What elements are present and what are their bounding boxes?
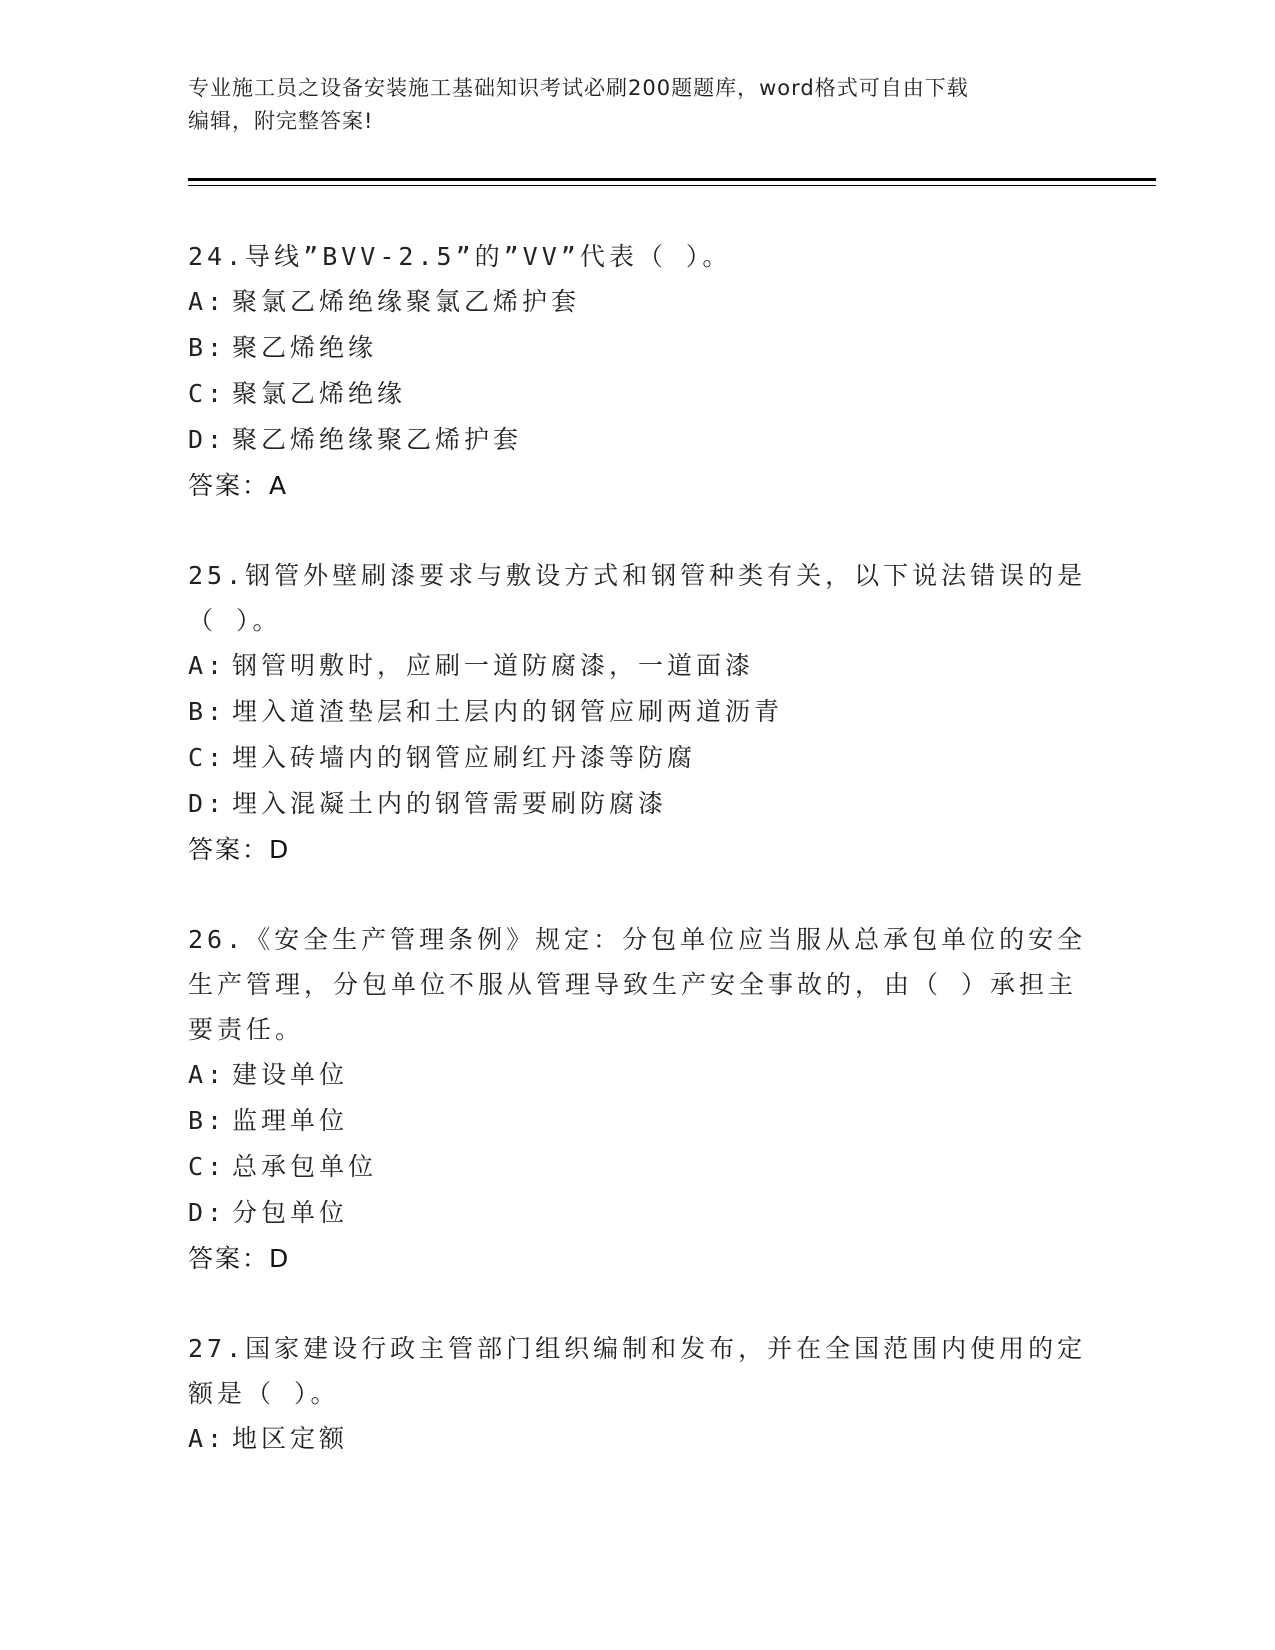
- option-letter: D:: [188, 425, 227, 454]
- question-27: [188, 1326, 1088, 1462]
- option-letter: A:: [188, 1424, 227, 1453]
- document-header: [188, 72, 1078, 138]
- option-b: [188, 689, 1088, 735]
- answer-line: 答案：D: [188, 835, 291, 864]
- header-line-2: 编辑，附完整答案!: [188, 109, 374, 133]
- option-letter: D:: [188, 1198, 227, 1227]
- option-a: [188, 1052, 1088, 1098]
- option-text: 聚氯乙烯绝缘聚氯乙烯护套: [232, 287, 581, 316]
- answer-line: 答案：D: [188, 1244, 291, 1273]
- option-text: 聚氯乙烯绝缘: [232, 379, 407, 408]
- question-24: [188, 234, 1088, 509]
- option-letter: B:: [188, 333, 227, 362]
- option-b: [188, 1098, 1088, 1144]
- header-line-1: 专业施工员之设备安装施工基础知识考试必刷200题题库，word格式可自由下载: [188, 76, 969, 100]
- option-letter: A:: [188, 1060, 227, 1089]
- option-letter: A:: [188, 651, 227, 680]
- option-letter: B:: [188, 697, 227, 726]
- option-text: 聚乙烯绝缘聚乙烯护套: [232, 425, 523, 454]
- option-c: [188, 735, 1088, 781]
- option-text: 聚乙烯绝缘: [232, 333, 378, 362]
- header-divider-thick: [188, 178, 1156, 181]
- option-letter: D:: [188, 789, 227, 818]
- option-text: 埋入砖墙内的钢管应刷红丹漆等防腐: [232, 743, 697, 772]
- option-letter: C:: [188, 379, 227, 408]
- option-d: [188, 1190, 1088, 1236]
- answer-line: 答案：A: [188, 471, 289, 500]
- option-a: [188, 643, 1088, 689]
- question-26: [188, 917, 1088, 1282]
- question-text: 24.导线”BVV-2.5”的”VV”代表（ ）。: [188, 242, 732, 271]
- question-25: [188, 553, 1088, 873]
- option-text: 地区定额: [232, 1424, 349, 1453]
- option-d: [188, 417, 1088, 463]
- option-letter: B:: [188, 1106, 227, 1135]
- option-text: 埋入混凝土内的钢管需要刷防腐漆: [232, 789, 668, 818]
- option-text: 分包单位: [232, 1198, 349, 1227]
- question-text: 27.国家建设行政主管部门组织编制和发布，并在全国范围内使用的定额是（ ）。: [188, 1334, 1087, 1408]
- option-c: [188, 1144, 1088, 1190]
- option-text: 建设单位: [232, 1060, 349, 1089]
- option-text: 监理单位: [232, 1106, 349, 1135]
- option-a: [188, 279, 1088, 325]
- option-text: 埋入道渣垫层和土层内的钢管应刷两道沥青: [232, 697, 784, 726]
- option-text: 总承包单位: [232, 1152, 378, 1181]
- question-text: 26.《安全生产管理条例》规定：分包单位应当服从总承包单位的安全生产管理，分包单位不服从管理导致生产安全事故的，由（ ）承担主要责任。: [188, 925, 1087, 1044]
- header-divider-thin: [188, 185, 1156, 186]
- option-letter: C:: [188, 1152, 227, 1181]
- question-list: [188, 234, 1088, 1506]
- option-b: [188, 325, 1088, 371]
- option-text: 钢管明敷时，应刷一道防腐漆，一道面漆: [232, 651, 755, 680]
- option-letter: C:: [188, 743, 227, 772]
- question-text: 25.钢管外壁刷漆要求与敷设方式和钢管种类有关，以下说法错误的是（ ）。: [188, 561, 1087, 635]
- option-letter: A:: [188, 287, 227, 316]
- option-d: [188, 781, 1088, 827]
- option-a: [188, 1416, 1088, 1462]
- option-c: [188, 371, 1088, 417]
